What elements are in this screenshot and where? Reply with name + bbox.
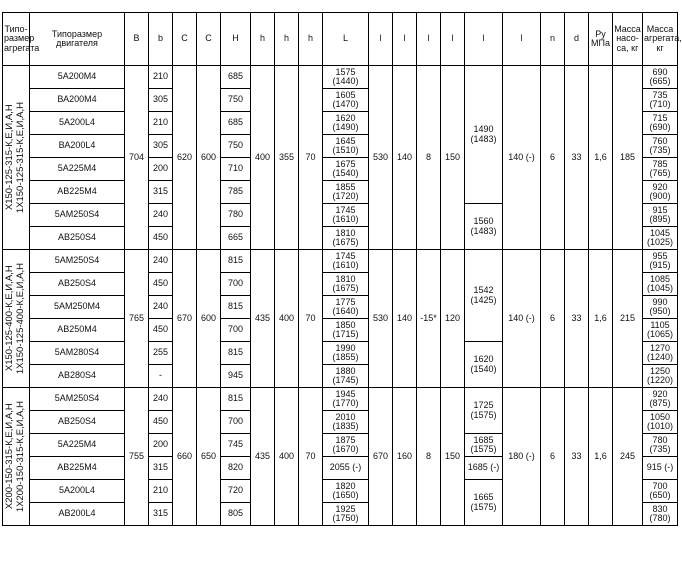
unit-mass-cell: 920 (875) [643,388,678,411]
dim-b-cell: 305 [149,135,173,158]
dim-n-cell: 6 [541,66,565,250]
dim-l4-cell: 120 [441,250,465,388]
column-header: l [393,13,417,66]
motor-cell: 5АМ280S4 [30,342,125,365]
dim-l3-cell: -15* [417,250,441,388]
column-header: h [275,13,299,66]
dim-H-cell: 685 [221,66,251,89]
dim-L-cell: 1745 (1610) [323,250,369,273]
column-header: C [197,13,221,66]
dim-H-cell: 750 [221,135,251,158]
dim-b-cell: 450 [149,273,173,296]
dim-l6-cell: 180 (-) [503,388,541,526]
unit-size-label: Х150-125-400-К,Е,И,А,Н 1Х150-125-400-К,Е,И,А,Н [4,262,26,375]
dim-b-cell: 240 [149,204,173,227]
dim-l6-cell: 140 (-) [503,250,541,388]
dim-H-cell: 700 [221,319,251,342]
dim-L-cell: 2010 (1835) [323,411,369,434]
unit-mass-cell: 1050 (1010) [643,411,678,434]
motor-cell: ВА200М4 [30,89,125,112]
motor-cell: 5А200L4 [30,480,125,503]
table-row [3,250,678,273]
dim-H-cell: 815 [221,296,251,319]
dim-L-cell: 1675 (1540) [323,158,369,181]
pump-mass-cell: 215 [613,250,643,388]
dim-L-cell: 2055 (-) [323,457,369,480]
motor-cell: АВ250S4 [30,227,125,250]
unit-size-cell [3,66,30,250]
unit-mass-cell: 1045 (1025) [643,227,678,250]
table-row [3,388,678,411]
column-header: B [125,13,149,66]
unit-mass-cell: 830 (780) [643,503,678,526]
motor-cell: АВ225М4 [30,181,125,204]
dim-l5-cell: 1560 (1483) [465,204,503,250]
dim-b-cell: 255 [149,342,173,365]
dim-h3-cell: 70 [299,250,323,388]
column-header: Ру МПа [589,13,613,66]
unit-mass-cell: 690 (665) [643,66,678,89]
dim-l1-cell: 530 [369,250,393,388]
dim-L-cell: 1605 (1470) [323,89,369,112]
dim-H-cell: 815 [221,250,251,273]
dim-L-cell: 1810 (1675) [323,227,369,250]
motor-cell: 5А225М4 [30,434,125,457]
dim-l5-cell: 1665 (1575) [465,480,503,526]
dim-b-cell: 210 [149,66,173,89]
dim-L-cell: 1945 (1770) [323,388,369,411]
unit-mass-cell: 785 (765) [643,158,678,181]
dim-h3-cell: 70 [299,388,323,526]
dim-b-cell: 315 [149,503,173,526]
dim-d-cell: 33 [565,388,589,526]
dim-H-cell: 685 [221,112,251,135]
dim-L-cell: 1855 (1720) [323,181,369,204]
column-header: d [565,13,589,66]
dim-d-cell: 33 [565,250,589,388]
column-header: l [417,13,441,66]
dim-b-cell: 240 [149,388,173,411]
dim-L-cell: 1820 (1650) [323,480,369,503]
dim-l1-cell: 670 [369,388,393,526]
unit-size-cell [3,388,30,526]
dim-l5-cell: 1620 (1540) [465,342,503,388]
column-header: Масса насо-са, кг [613,13,643,66]
column-header: l [441,13,465,66]
header-row [3,13,678,66]
dim-H-cell: 700 [221,273,251,296]
column-header: b [149,13,173,66]
dim-b-cell: 240 [149,250,173,273]
column-header: C [173,13,197,66]
unit-mass-cell: 780 (735) [643,434,678,457]
dim-L-cell: 1850 (1715) [323,319,369,342]
column-header: L [323,13,369,66]
column-header: Типоразмер двигателя [30,13,125,66]
dim-d-cell: 33 [565,66,589,250]
dim-b-cell: - [149,365,173,388]
dim-b-cell: 450 [149,227,173,250]
unit-mass-cell: 1250 (1220) [643,365,678,388]
dim-H-cell: 700 [221,411,251,434]
unit-size-label: Х200-150-315-К,Е,И,А,Н 1Х200-150-315-К,Е,И,А,Н [4,400,26,513]
dim-l5-cell: 1685 (-) [465,457,503,480]
dim-C1-cell: 670 [173,250,197,388]
dim-l5-cell: 1490 (1483) [465,66,503,204]
unit-mass-cell: 735 (710) [643,89,678,112]
unit-mass-cell: 915 (-) [643,457,678,480]
dim-l1-cell: 530 [369,66,393,250]
dim-b-cell: 315 [149,181,173,204]
dim-L-cell: 1575 (1440) [323,66,369,89]
dim-b-cell: 315 [149,457,173,480]
dim-h2-cell: 355 [275,66,299,250]
dim-H-cell: 750 [221,89,251,112]
dim-L-cell: 1620 (1490) [323,112,369,135]
motor-cell: 5А200М4 [30,66,125,89]
dim-l6-cell: 140 (-) [503,66,541,250]
dim-h1-cell: 435 [251,250,275,388]
pressure-cell: 1,6 [589,66,613,250]
motor-cell: ВА200L4 [30,135,125,158]
dim-H-cell: 720 [221,480,251,503]
motor-cell: 5АМ250S4 [30,388,125,411]
unit-size-cell [3,250,30,388]
dim-l2-cell: 140 [393,66,417,250]
dim-b-cell: 200 [149,434,173,457]
column-header: Типо-размер агрегата [3,13,30,66]
column-header: l [369,13,393,66]
motor-cell: 5АМ250S4 [30,204,125,227]
unit-mass-cell: 955 (915) [643,250,678,273]
unit-size-label: Х150-125-315-К,Е,И,А,Н 1Х150-125-315-К,Е,И,А,Н [4,101,26,214]
dim-h2-cell: 400 [275,250,299,388]
dim-L-cell: 1810 (1675) [323,273,369,296]
dim-l4-cell: 150 [441,66,465,250]
specification-table [2,12,682,526]
table-body [3,66,678,526]
motor-cell: 5А200L4 [30,112,125,135]
dim-C2-cell: 600 [197,66,221,250]
pressure-cell: 1,6 [589,250,613,388]
motor-cell: 5А225М4 [30,158,125,181]
pump-mass-cell: 245 [613,388,643,526]
dim-h1-cell: 400 [251,66,275,250]
dim-H-cell: 815 [221,388,251,411]
column-header: h [251,13,275,66]
dim-h3-cell: 70 [299,66,323,250]
dim-b-cell: 210 [149,480,173,503]
dim-l5-cell: 1725 (1575) [465,388,503,434]
dim-h2-cell: 400 [275,388,299,526]
dim-b-cell: 210 [149,112,173,135]
motor-cell: АВ225М4 [30,457,125,480]
dim-l2-cell: 160 [393,388,417,526]
dim-l3-cell: 8 [417,66,441,250]
motor-cell: АВ250S4 [30,411,125,434]
dim-n-cell: 6 [541,388,565,526]
unit-mass-cell: 990 (950) [643,296,678,319]
motor-cell: АВ250М4 [30,319,125,342]
column-header: h [299,13,323,66]
motor-cell: 5АМ250S4 [30,250,125,273]
dim-l5-cell: 1685 (1575) [465,434,503,457]
dim-l2-cell: 140 [393,250,417,388]
dim-H-cell: 820 [221,457,251,480]
dim-L-cell: 1875 (1670) [323,434,369,457]
column-header: Масса агрегата, кг [643,13,678,66]
dim-L-cell: 1990 (1855) [323,342,369,365]
dim-b-cell: 450 [149,319,173,342]
unit-mass-cell: 920 (900) [643,181,678,204]
motor-cell: 5АМ250М4 [30,296,125,319]
dim-B-cell: 765 [125,250,149,388]
dim-L-cell: 1775 (1640) [323,296,369,319]
unit-mass-cell: 715 (690) [643,112,678,135]
dim-C1-cell: 620 [173,66,197,250]
dim-l3-cell: 8 [417,388,441,526]
dim-H-cell: 945 [221,365,251,388]
dim-L-cell: 1745 (1610) [323,204,369,227]
dim-C2-cell: 600 [197,250,221,388]
unit-mass-cell: 1270 (1240) [643,342,678,365]
dim-n-cell: 6 [541,250,565,388]
table-row [3,66,678,89]
column-header: l [465,13,503,66]
dim-C1-cell: 660 [173,388,197,526]
dim-L-cell: 1925 (1750) [323,503,369,526]
dim-C2-cell: 650 [197,388,221,526]
dim-b-cell: 305 [149,89,173,112]
dim-l5-cell: 1542 (1425) [465,250,503,342]
dim-b-cell: 450 [149,411,173,434]
unit-mass-cell: 915 (895) [643,204,678,227]
dim-b-cell: 200 [149,158,173,181]
column-header: n [541,13,565,66]
dim-H-cell: 710 [221,158,251,181]
pressure-cell: 1,6 [589,388,613,526]
dim-L-cell: 1645 (1510) [323,135,369,158]
dim-L-cell: 1880 (1745) [323,365,369,388]
dim-H-cell: 805 [221,503,251,526]
dim-H-cell: 745 [221,434,251,457]
motor-cell: АВ200L4 [30,503,125,526]
unit-mass-cell: 1105 (1065) [643,319,678,342]
dim-H-cell: 785 [221,181,251,204]
dim-h1-cell: 435 [251,388,275,526]
dim-H-cell: 780 [221,204,251,227]
unit-mass-cell: 1085 (1045) [643,273,678,296]
dim-H-cell: 815 [221,342,251,365]
dim-b-cell: 240 [149,296,173,319]
unit-mass-cell: 760 (735) [643,135,678,158]
column-header: l [503,13,541,66]
unit-mass-cell: 700 (650) [643,480,678,503]
motor-cell: АВ250S4 [30,273,125,296]
dim-B-cell: 704 [125,66,149,250]
dim-l4-cell: 150 [441,388,465,526]
motor-cell: АВ280S4 [30,365,125,388]
pump-mass-cell: 185 [613,66,643,250]
column-header: H [221,13,251,66]
dim-B-cell: 755 [125,388,149,526]
dim-H-cell: 665 [221,227,251,250]
